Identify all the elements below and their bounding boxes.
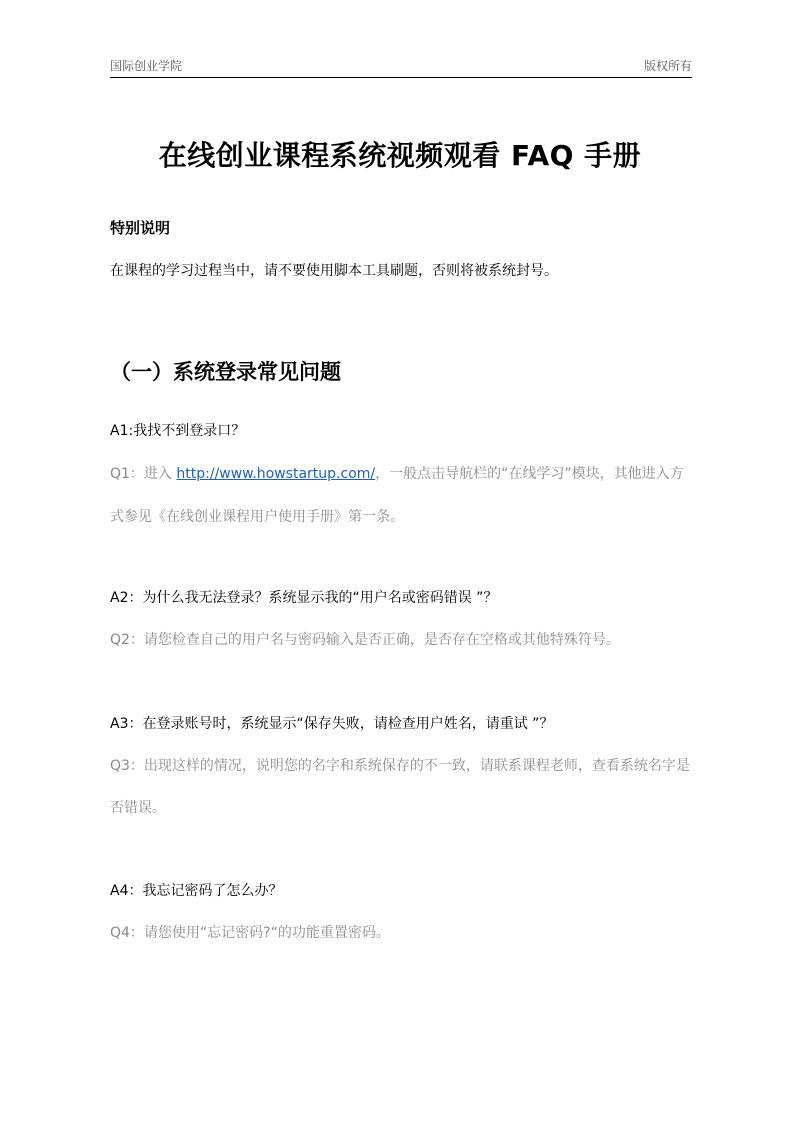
faq-question-3: A3：在登录账号时，系统显示“保存失败，请检查用户姓名，请重试 ”？ — [110, 716, 554, 732]
page-header — [110, 57, 692, 78]
faq-answer-1-prefix: Q1：进入 — [110, 466, 177, 482]
notice-body: 在课程的学习过程当中，请不要使用脚本工具刷题，否则将被系统封号。 — [110, 263, 558, 279]
section-heading: （一）系统登录常见问题 — [110, 360, 341, 384]
faq-answer-2: Q2：请您检查自己的用户名与密码输入是否正确，是否存在空格或其他特殊符号。 — [110, 632, 620, 648]
header-org: 国际创业学院 — [110, 59, 183, 73]
faq-answer-1-suffix: ，一般点击导航栏的“在线学习”模块，其他进入方 — [375, 466, 684, 482]
faq-question-2: A2：为什么我无法登录？系统显示我的“用户名或密码错误 ”？ — [110, 590, 498, 606]
notice-heading: 特别说明 — [110, 219, 171, 237]
faq-answer-1 — [110, 463, 684, 483]
faq-answer-1-line2: 式参见《在线创业课程用户使用手册》第一条。 — [110, 509, 404, 525]
faq-answer-4: Q4：请您使用“忘记密码?“的功能重置密码。 — [110, 925, 390, 941]
document-title: 在线创业课程系统视频观看 FAQ 手册 — [158, 139, 642, 172]
faq-answer-3-line2: 否错误。 — [110, 800, 166, 816]
faq-question-4: A4：我忘记密码了怎么办？ — [110, 883, 283, 899]
faq-answer-3: Q3：出现这样的情况，说明您的名字和系统保存的不一致，请联系课程老师，查看系统名字是 — [110, 758, 690, 774]
howstartup-link[interactable]: http://www.howstartup.com/ — [176, 466, 376, 482]
faq-question-1: A1:我找不到登录口？ — [110, 423, 246, 439]
header-copyright: 版权所有 — [643, 59, 692, 73]
